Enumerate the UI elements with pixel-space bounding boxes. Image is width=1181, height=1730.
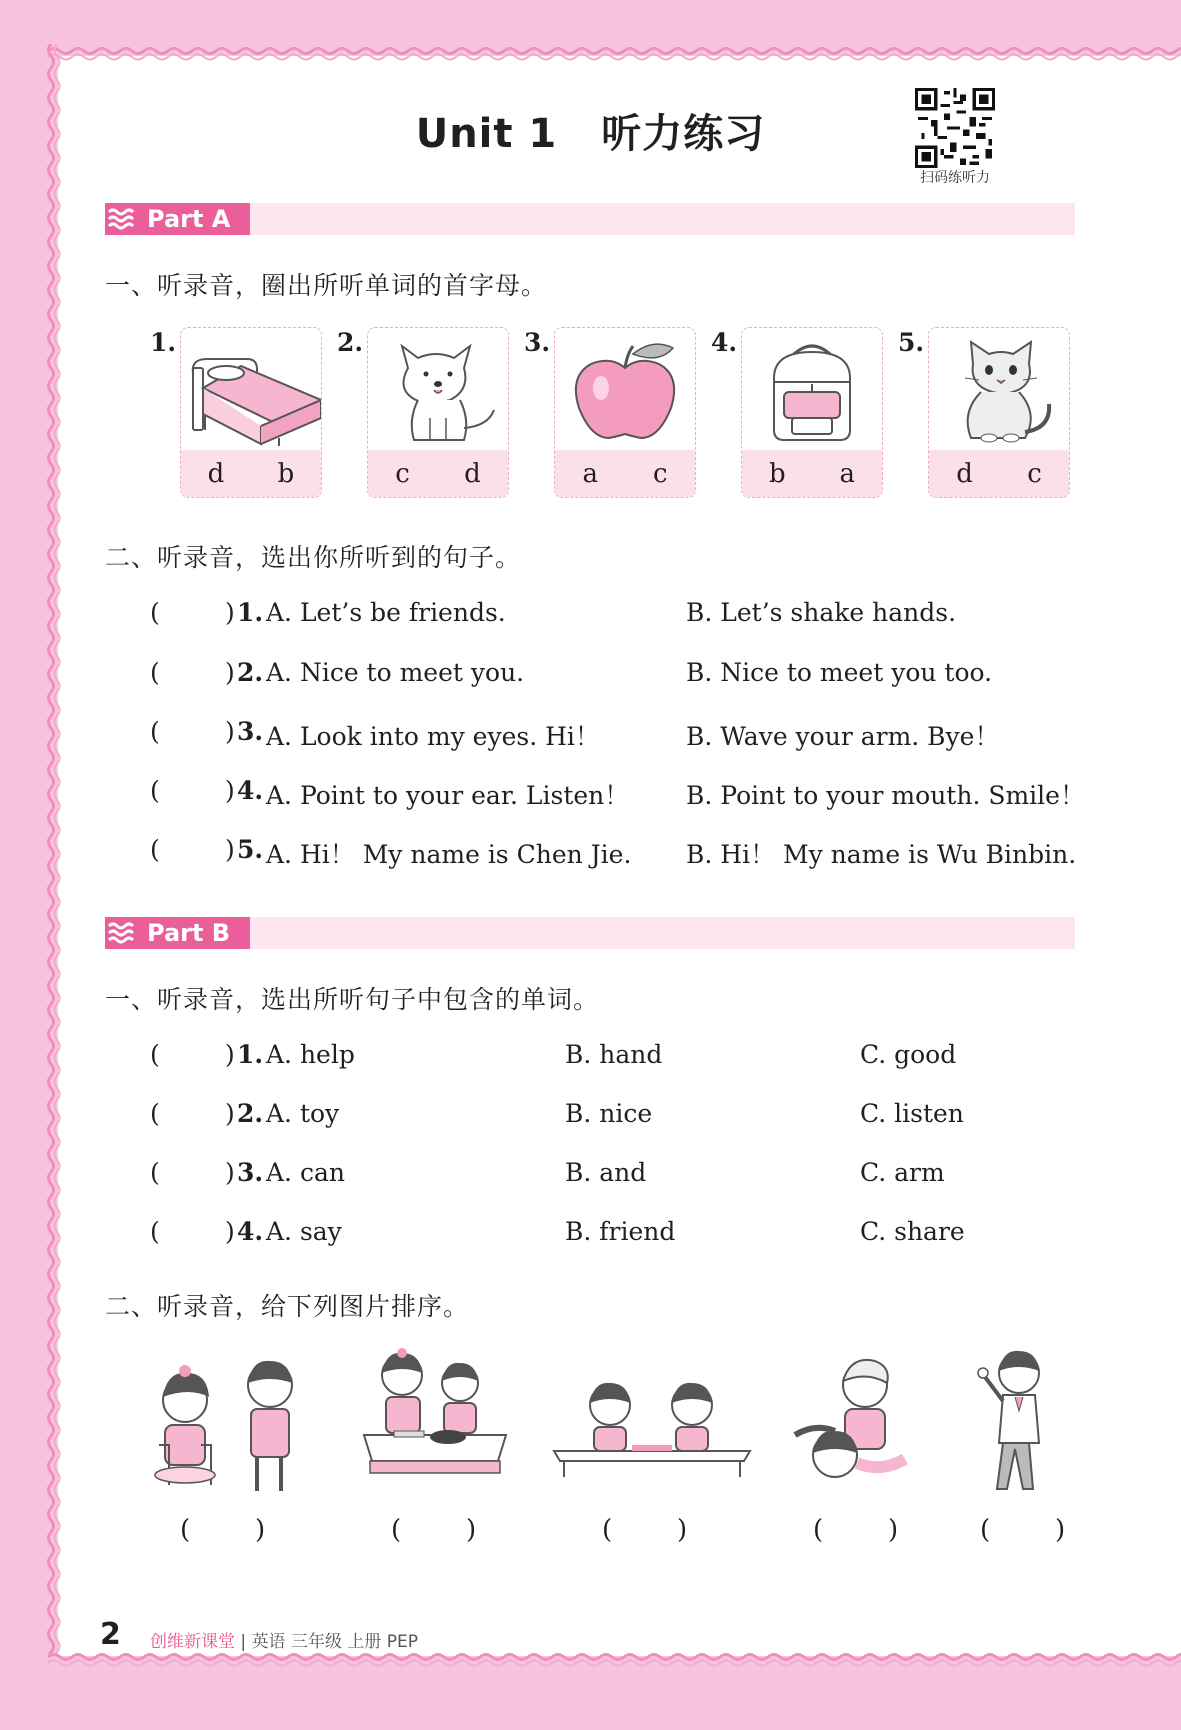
dog-icon [368, 328, 508, 448]
answer-paren-close[interactable]: ) [225, 1158, 235, 1187]
answer-paren-open[interactable]: ( [150, 1040, 160, 1069]
picture-card [554, 327, 696, 498]
letter-option[interactable]: a [839, 458, 856, 489]
answer-paren-open[interactable]: ( [150, 598, 160, 627]
answer-paren-close[interactable]: ) [225, 1040, 235, 1069]
part-a-label: Part A [147, 205, 231, 233]
letter-choices [555, 450, 695, 497]
question-number: 3. [237, 1158, 264, 1187]
question-number: 2. [237, 658, 264, 687]
picture-card [741, 327, 883, 498]
part-b-header [105, 917, 1075, 949]
part-b-label: Part B [147, 919, 231, 947]
title-unit: Unit 1 [415, 111, 558, 157]
option-b[interactable]: B. hand [565, 1040, 663, 1069]
boy-waving-illustration [975, 1345, 1055, 1495]
option-a[interactable]: A. help [266, 1040, 355, 1069]
order-paren-close[interactable]: ) [677, 1515, 688, 1545]
letter-option[interactable]: b [277, 458, 295, 489]
qr-code-icon[interactable] [915, 88, 995, 168]
picture-card [367, 327, 509, 498]
answer-paren-open[interactable]: ( [150, 835, 160, 864]
girl-and-boy-illustration [145, 1345, 310, 1495]
option-b[interactable]: B. Hi！ My name is Wu Binbin. [686, 840, 1077, 869]
bed-icon [181, 328, 321, 448]
order-paren-open[interactable]: ( [813, 1515, 824, 1545]
option-c[interactable]: C. listen [860, 1099, 964, 1128]
page-title [0, 102, 1181, 159]
answer-paren-open[interactable]: ( [150, 1217, 160, 1246]
answer-paren-close[interactable]: ) [225, 835, 235, 864]
letter-option[interactable]: c [1027, 458, 1042, 489]
option-c[interactable]: C. share [860, 1217, 965, 1246]
part-b-tag [105, 917, 250, 949]
option-b[interactable]: B. Point to your mouth. Smile！ [686, 781, 1085, 810]
wave-border-bottom [48, 1650, 1181, 1668]
option-a[interactable]: A. Nice to meet you. [266, 658, 525, 687]
part-a-tag [105, 203, 250, 235]
picture-card [180, 327, 322, 498]
answer-paren-close[interactable]: ) [225, 658, 235, 687]
part-b-section2-heading: 二、听录音，给下列图片排序。 [105, 1292, 470, 1321]
apple-icon [555, 328, 695, 448]
letter-option[interactable]: d [464, 458, 481, 489]
option-a[interactable]: A. can [266, 1158, 345, 1187]
order-paren-open[interactable]: ( [980, 1515, 991, 1545]
order-paren-open[interactable]: ( [391, 1515, 402, 1545]
order-paren-open[interactable]: ( [180, 1515, 191, 1545]
option-b[interactable]: B. Let’s shake hands. [686, 598, 957, 627]
picture-card [928, 327, 1070, 498]
wave-lines-icon [105, 917, 143, 949]
letter-choices [742, 450, 882, 497]
option-c[interactable]: C. good [860, 1040, 957, 1069]
page-number: 2 [100, 1617, 121, 1652]
answer-paren-open[interactable]: ( [150, 1158, 160, 1187]
footer-book-info: 英语 三年级 上册 PEP [251, 1632, 419, 1652]
cat-icon [929, 328, 1069, 448]
question-number: 4. [237, 776, 264, 805]
answer-paren-close[interactable]: ) [225, 598, 235, 627]
footer-divider: | [240, 1632, 247, 1652]
answer-paren-open[interactable]: ( [150, 1099, 160, 1128]
letter-option[interactable]: d [956, 458, 973, 489]
order-paren-close[interactable]: ) [888, 1515, 899, 1545]
title-name: 听力练习 [601, 111, 766, 157]
answer-paren-open[interactable]: ( [150, 776, 160, 805]
card-number: 2. [337, 328, 364, 357]
kids-at-table-illustration [360, 1345, 510, 1495]
wave-lines-icon [105, 203, 143, 235]
kids-playing-illustration [785, 1345, 915, 1495]
footer-brand: 创维新课堂 [150, 1632, 235, 1652]
footer-info [150, 1627, 418, 1652]
order-paren-close[interactable]: ) [466, 1515, 477, 1545]
question-number: 1. [237, 598, 264, 627]
part-b-section1-heading: 一、听录音，选出所听句子中包含的单词。 [105, 985, 600, 1014]
option-a[interactable]: A. Look into my eyes. Hi！ [266, 722, 600, 751]
option-b[interactable]: B. and [565, 1158, 647, 1187]
option-a[interactable]: A. toy [266, 1099, 340, 1128]
girls-drawing-illustration [552, 1345, 752, 1495]
option-a[interactable]: A. say [266, 1217, 342, 1246]
option-b[interactable]: B. Wave your arm. Bye！ [686, 722, 1000, 751]
order-paren-close[interactable]: ) [1055, 1515, 1066, 1545]
option-b[interactable]: B. nice [565, 1099, 653, 1128]
option-b[interactable]: B. Nice to meet you too. [686, 658, 993, 687]
option-a[interactable]: A. Hi！ My name is Chen Jie. [266, 840, 632, 869]
card-number: 5. [898, 328, 925, 357]
answer-paren-open[interactable]: ( [150, 658, 160, 687]
question-number: 5. [237, 835, 264, 864]
letter-option[interactable]: c [652, 458, 668, 489]
qr-label: 扫码练听力 [920, 170, 990, 186]
order-paren-open[interactable]: ( [602, 1515, 613, 1545]
question-number: 4. [237, 1217, 264, 1246]
question-number: 3. [237, 717, 264, 746]
question-number: 1. [237, 1040, 264, 1069]
letter-option[interactable]: a [582, 458, 598, 489]
answer-paren-close[interactable]: ) [225, 717, 235, 746]
card-number: 1. [150, 328, 177, 357]
bag-icon [742, 328, 882, 448]
letter-option[interactable]: d [207, 458, 225, 489]
answer-paren-open[interactable]: ( [150, 717, 160, 746]
letter-option[interactable]: b [768, 458, 786, 489]
wave-border-left [44, 44, 62, 1654]
letter-choices [368, 450, 508, 497]
card-number: 3. [524, 328, 551, 357]
order-paren-close[interactable]: ) [255, 1515, 266, 1545]
option-b[interactable]: B. friend [565, 1217, 676, 1246]
part-a-section1-heading: 一、听录音，圈出所听单词的首字母。 [105, 271, 548, 300]
part-a-header [105, 203, 1075, 235]
answer-paren-close[interactable]: ) [225, 1217, 235, 1246]
option-a[interactable]: A. Let’s be friends. [266, 598, 506, 627]
letter-option[interactable]: c [395, 458, 410, 489]
part-a-section2-heading: 二、听录音，选出你所听到的句子。 [105, 543, 522, 572]
card-number: 4. [711, 328, 738, 357]
answer-paren-close[interactable]: ) [225, 1099, 235, 1128]
letter-choices [929, 450, 1069, 497]
answer-paren-close[interactable]: ) [225, 776, 235, 805]
letter-choices [181, 450, 321, 497]
wave-border-top [48, 44, 1181, 62]
option-c[interactable]: C. arm [860, 1158, 945, 1187]
option-a[interactable]: A. Point to your ear. Listen！ [266, 781, 630, 810]
question-number: 2. [237, 1099, 264, 1128]
